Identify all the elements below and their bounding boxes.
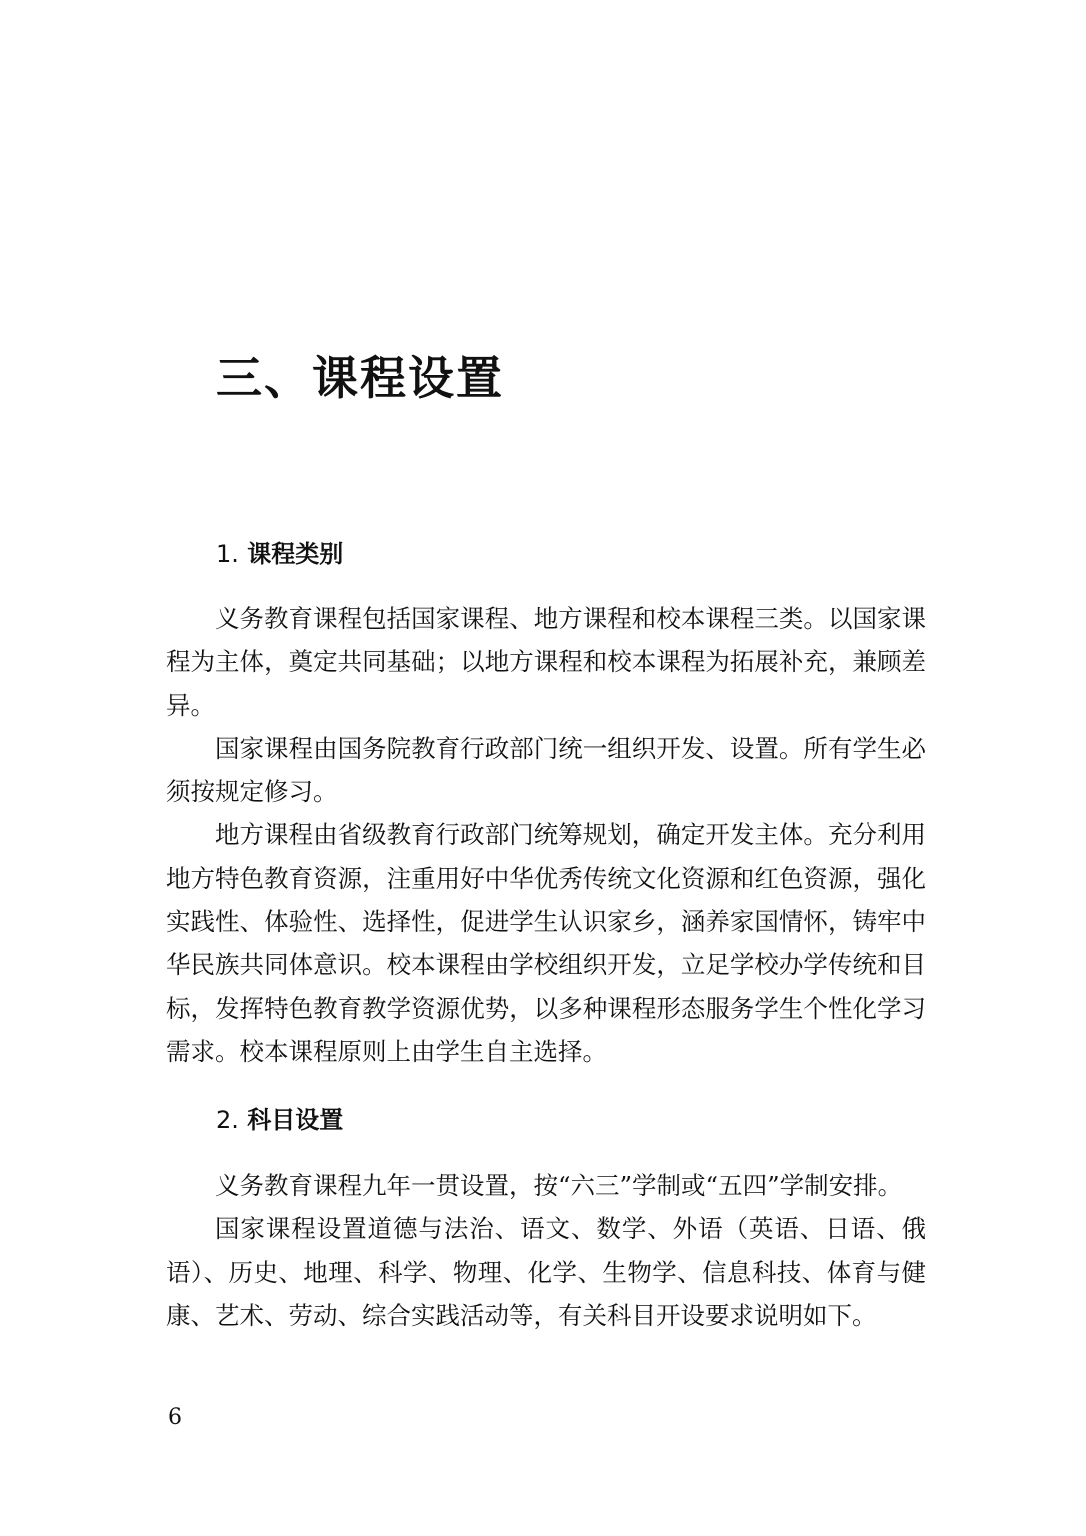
section-number: 1. — [216, 540, 239, 568]
paragraph: 国家课程设置道德与法治、语文、数学、外语（英语、日语、俄语）、历史、地理、科学、物理、化学、生物学、信息科技、体育与健康、艺术、劳动、综合实践活动等，有关科目开设要求说明如下。 — [166, 1214, 926, 1330]
paragraph: 义务教育课程包括国家课程、地方课程和校本课程三类。以国家课程为主体，奠定共同基础；以地方课程和校本课程为拓展补充，兼顾差异。 — [166, 604, 926, 720]
paragraph: 义务教育课程九年一贯设置，按“六三”学制或“五四”学制安排。 — [215, 1171, 903, 1200]
section-number: 2. — [216, 1106, 239, 1134]
paragraph: 地方课程由省级教育行政部门统筹规划，确定开发主体。充分利用地方特色教育资源，注重用好中华优秀传统文化资源和红色资源，强化实践性、体验性、选择性，促进学生认识家乡，涵养家国情怀，铸牢中华民族共同体意识。校本课程由学校组织开发，立足学校办学传统和目标，发挥特色教育教学资源优势，以多种课程形态服务学生个性化学习需求。校本课程原则上由学生自主选择。 — [166, 820, 926, 1066]
section-body-subject-setting — [166, 1164, 926, 1337]
section-title: 科目设置 — [247, 1106, 344, 1134]
paragraph: 国家课程由国务院教育行政部门统一组织开发、设置。所有学生必须按规定修习。 — [166, 733, 926, 807]
section-title: 课程类别 — [247, 540, 344, 568]
chapter-title: 三、课程设置 — [216, 351, 504, 405]
section-body-course-categories — [166, 597, 926, 1073]
section-heading-course-categories — [216, 538, 343, 570]
page-number: 6 — [168, 1405, 182, 1430]
section-heading-subject-setting — [216, 1104, 343, 1136]
